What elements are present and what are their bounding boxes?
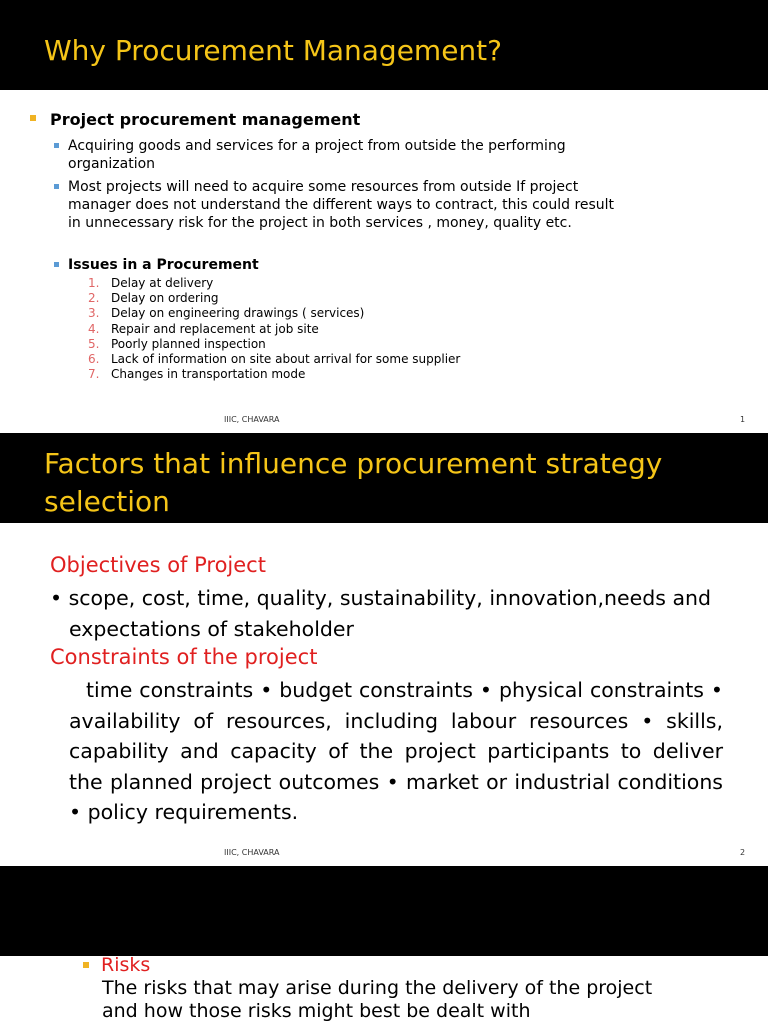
slide-1-footer: IIIC, CHAVARA [224, 415, 280, 424]
risks-text: The risks that may arise during the delivery of the project and how those risks might best be dealt with [102, 977, 653, 1022]
constraints-heading: Constraints of the project [50, 645, 318, 669]
list-item: 2. Delay on ordering [88, 291, 219, 306]
blue-square-bullet-icon [54, 262, 59, 267]
list-item: 5. Poorly planned inspection [88, 336, 266, 351]
list-item: 4. Repair and replacement at job site [88, 321, 319, 336]
slide-1-heading: Project procurement management [50, 110, 361, 129]
objectives-text: • scope, cost, time, quality, sustainability, innovation,needs and expectations of stakeholder [50, 586, 712, 641]
slide-1 [0, 0, 768, 433]
slide-1-page-number: 1 [740, 415, 746, 424]
issues-list [88, 276, 460, 382]
slide-2-title: Factors that influence procurement strategy selection [44, 447, 663, 518]
objectives-heading: Objectives of Project [50, 553, 266, 577]
slide-1-title-bar [0, 0, 768, 88]
slide-1-bullet-3: Issues in a Procurement [68, 257, 259, 273]
slide-2-footer: IIIC, CHAVARA [224, 848, 280, 857]
slide-1-bullet-2: Most projects will need to acquire some resources from outside If project manager does not understand the different ways to contract, this could result in unnecessary risk for the project in both services , money, quality etc. [68, 179, 615, 231]
gold-square-bullet-icon [30, 115, 36, 121]
slide-3-title-bar [0, 866, 768, 955]
slide-2 [0, 433, 768, 866]
list-item: 7. Changes in transportation mode [88, 367, 306, 382]
list-item: 3. Delay on engineering drawings ( services) [88, 306, 365, 321]
gold-square-bullet-icon [83, 962, 89, 968]
blue-square-bullet-icon [54, 184, 59, 189]
slide-2-title-bar [0, 433, 768, 523]
constraints-text: time constraints • budget constraints • physical constraints • availability of resources, including labour resources • skills, capability and capacity of the project participants to deliver the planned project outcomes • market or industrial conditions • policy requirements. [69, 678, 723, 825]
list-item: 6. Lack of information on site about arrival for some supplier [88, 352, 461, 367]
slide-1-bullet-1: Acquiring goods and services for a project from outside the performing organization [68, 138, 566, 172]
risks-heading: Risks [101, 954, 151, 976]
slide-1-title: Why Procurement Management? [44, 34, 503, 67]
list-item: 1. Delay at delivery [88, 276, 214, 290]
slide-2-page-number: 2 [740, 848, 746, 857]
blue-square-bullet-icon [54, 143, 59, 148]
